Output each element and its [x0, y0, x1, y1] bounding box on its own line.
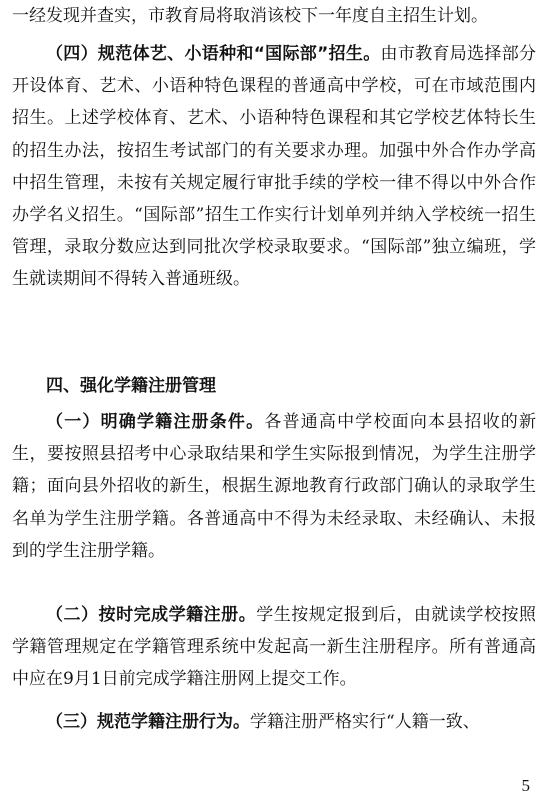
paragraph-lead: （二）按时完成学籍注册。	[46, 605, 257, 625]
paragraph-lead: （四）规范体艺、小语种和“国际部”招生。	[46, 44, 381, 64]
paragraph-text: 一经发现并查实，市教育局将取消该校下一年度自主招生计划。	[12, 6, 488, 26]
section-heading: 四、强化学籍注册管理	[46, 376, 216, 396]
paragraph-registration-conditions	[12, 406, 536, 567]
page-number: 5	[521, 776, 530, 795]
paragraph-lead: （一）明确学籍注册条件。	[46, 412, 265, 432]
paragraph-text: 学生按规定报到后，由就读学校按照学籍管理规定在学籍管理系统中发起高一新生注册程序。所有普通高中应在9月1日前完成学籍注册网上提交工作。	[12, 605, 537, 690]
paragraph-continuation	[12, 0, 536, 32]
paragraph-text: 学籍注册严格实行“人籍一致、	[250, 712, 480, 732]
paragraph-registration-conduct	[12, 706, 536, 738]
paragraph-text: 各普通高中学校面向本县招收的新生，要按照县招考中心录取结果和学生实际报到情况，为学生注册学籍；面向县外招收的新生，根据生源地教育行政部门确认的录取学生名单为学生注册学籍。各普通高中不得为未经录取、未经确认、未报到的学生注册学籍。	[12, 412, 537, 561]
paragraph-sports-arts-admission	[12, 38, 536, 296]
paragraph-text: 由市教育局选择部分开设体育、艺术、小语种特色课程的普通高中学校，可在市域范围内招生。上述学校体育、艺术、小语种特色课程和其它学校艺体特长生的招生办法，按招生考试部门的有关要求办理。加强中外合作办学高中招生管理，未按有关规定履行审批手续的学校一律不得以中外合作办学名义招生。“国际部”招生工作实行计划单列并纳入学校统一招生管理，录取分数应达到同批次学校录取要求。“国际部”独立编班，学生就读期间不得转入普通班级。	[12, 44, 536, 290]
paragraph-registration-timing	[12, 599, 536, 696]
paragraph-lead: （三）规范学籍注册行为。	[46, 712, 250, 732]
